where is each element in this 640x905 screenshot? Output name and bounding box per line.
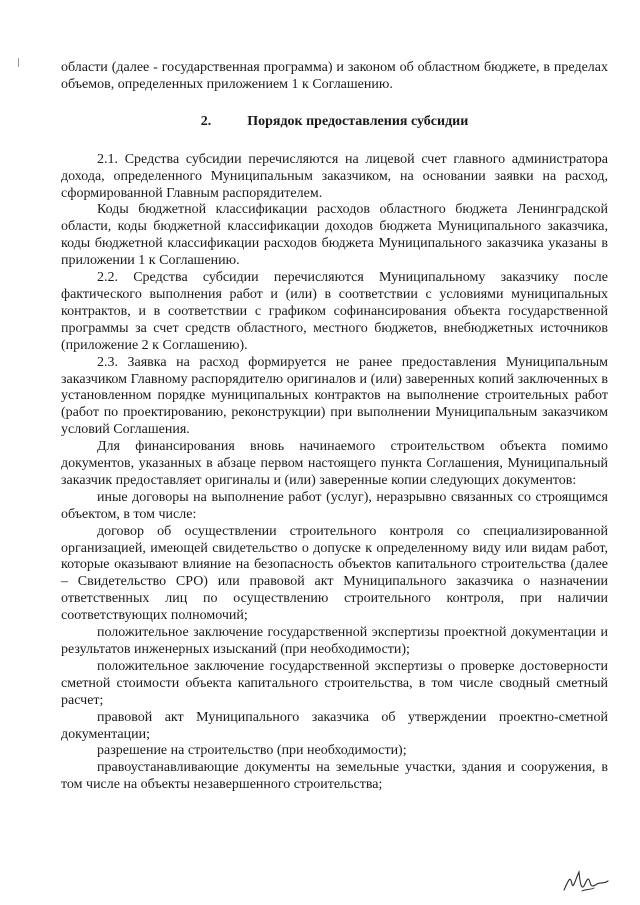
margin-mark xyxy=(18,58,19,67)
paragraph-legal-act: правовой акт Муниципального заказчика об утверждении проектно-сметной документации; xyxy=(61,709,608,742)
paragraph-2-1: 2.1. Средства субсидии перечисляются на лицевой счет главного администратора дохода, определенного Муниципальным заказчиком, на основании заявки на расход, сформированной Главным распорядителем. xyxy=(61,151,608,201)
paragraph-construction-control: договор об осуществлении строительного контроля со специализированной организацией, имеющей свидетельство о допуске к определенному виду или видам работ, которые оказывают влияние на безопасность объектов капитального строительства (далее – Свидетельство СРО) или правовой акт Муниципального заказчика о назначении ответственных лиц по осуществлению строительного контроля, при наличии соответствующих полномочий; xyxy=(61,523,608,624)
paragraph-expertise-design: положительное заключение государственной экспертизы проектной документации и результатов инженерных изысканий (при необходимости); xyxy=(61,625,608,657)
intro-paragraph: области (далее - государственная программа) и законом об областном бюджете, в пределах объемов, определенных приложением 1 к Соглашению. xyxy=(61,60,608,92)
paragraph-2-2: 2.2. Средства субсидии перечисляются Муниципальному заказчику после фактического выполнения работ и (или) в соответствии с условиями муниципальных контрактов, и в соответствии с графиком софинансирования объекта государственной программы за счет средств областного, местного бюджетов, внебюджетных источников (приложение 2 к Соглашению). xyxy=(61,270,608,353)
paragraph-building-permit: разрешение на строительство (при необходимости); xyxy=(97,743,407,759)
handwritten-signature xyxy=(560,860,610,900)
paragraph-expertise-cost: положительное заключение государственной экспертизы о проверке достоверности сметной стоимости объекта капитального строительства, в том числе сводный сметный расчет; xyxy=(61,658,608,708)
paragraph-budget-codes: Коды бюджетной классификации расходов областного бюджета Ленинградской области, коды бюджетной классификации доходов бюджета Муниципального заказчика, коды бюджетной классификации расходов бюджета Муниципального заказчика указаны в приложении 1 к Соглашению. xyxy=(61,202,608,269)
paragraph-financing: Для финансирования вновь начинаемого строительством объекта помимо документов, указанных в абзаце первом настоящего пункта Соглашения, Муниципальный заказчик предоставляет оригиналы и (или) заверенные копии следующих документов: xyxy=(61,439,608,488)
section-number: 2. xyxy=(200,113,212,129)
paragraph-2-3: 2.3. Заявка на расход формируется не ранее предоставления Муниципальным заказчиком Главному распорядителю оригиналов и (или) заверенных копий заключенных в установленном порядке муниципальных контрактов на выполнение строительных работ (работ по проектированию, реконструкции) при выполнении Муниципальным заказчиком условий Соглашения. xyxy=(61,354,608,438)
document-body xyxy=(61,60,608,794)
section-heading xyxy=(61,114,608,131)
paragraph-other-contracts: иные договоры на выполнение работ (услуг), неразрывно связанных со строящимся объектом, в том числе: xyxy=(61,489,608,522)
section-title: Порядок предоставления субсидии xyxy=(247,113,469,129)
paragraph-title-documents: правоустанавливающие документы на земельные участки, здания и сооружения, в том числе на объекты незавершенного строительства; xyxy=(61,760,608,793)
